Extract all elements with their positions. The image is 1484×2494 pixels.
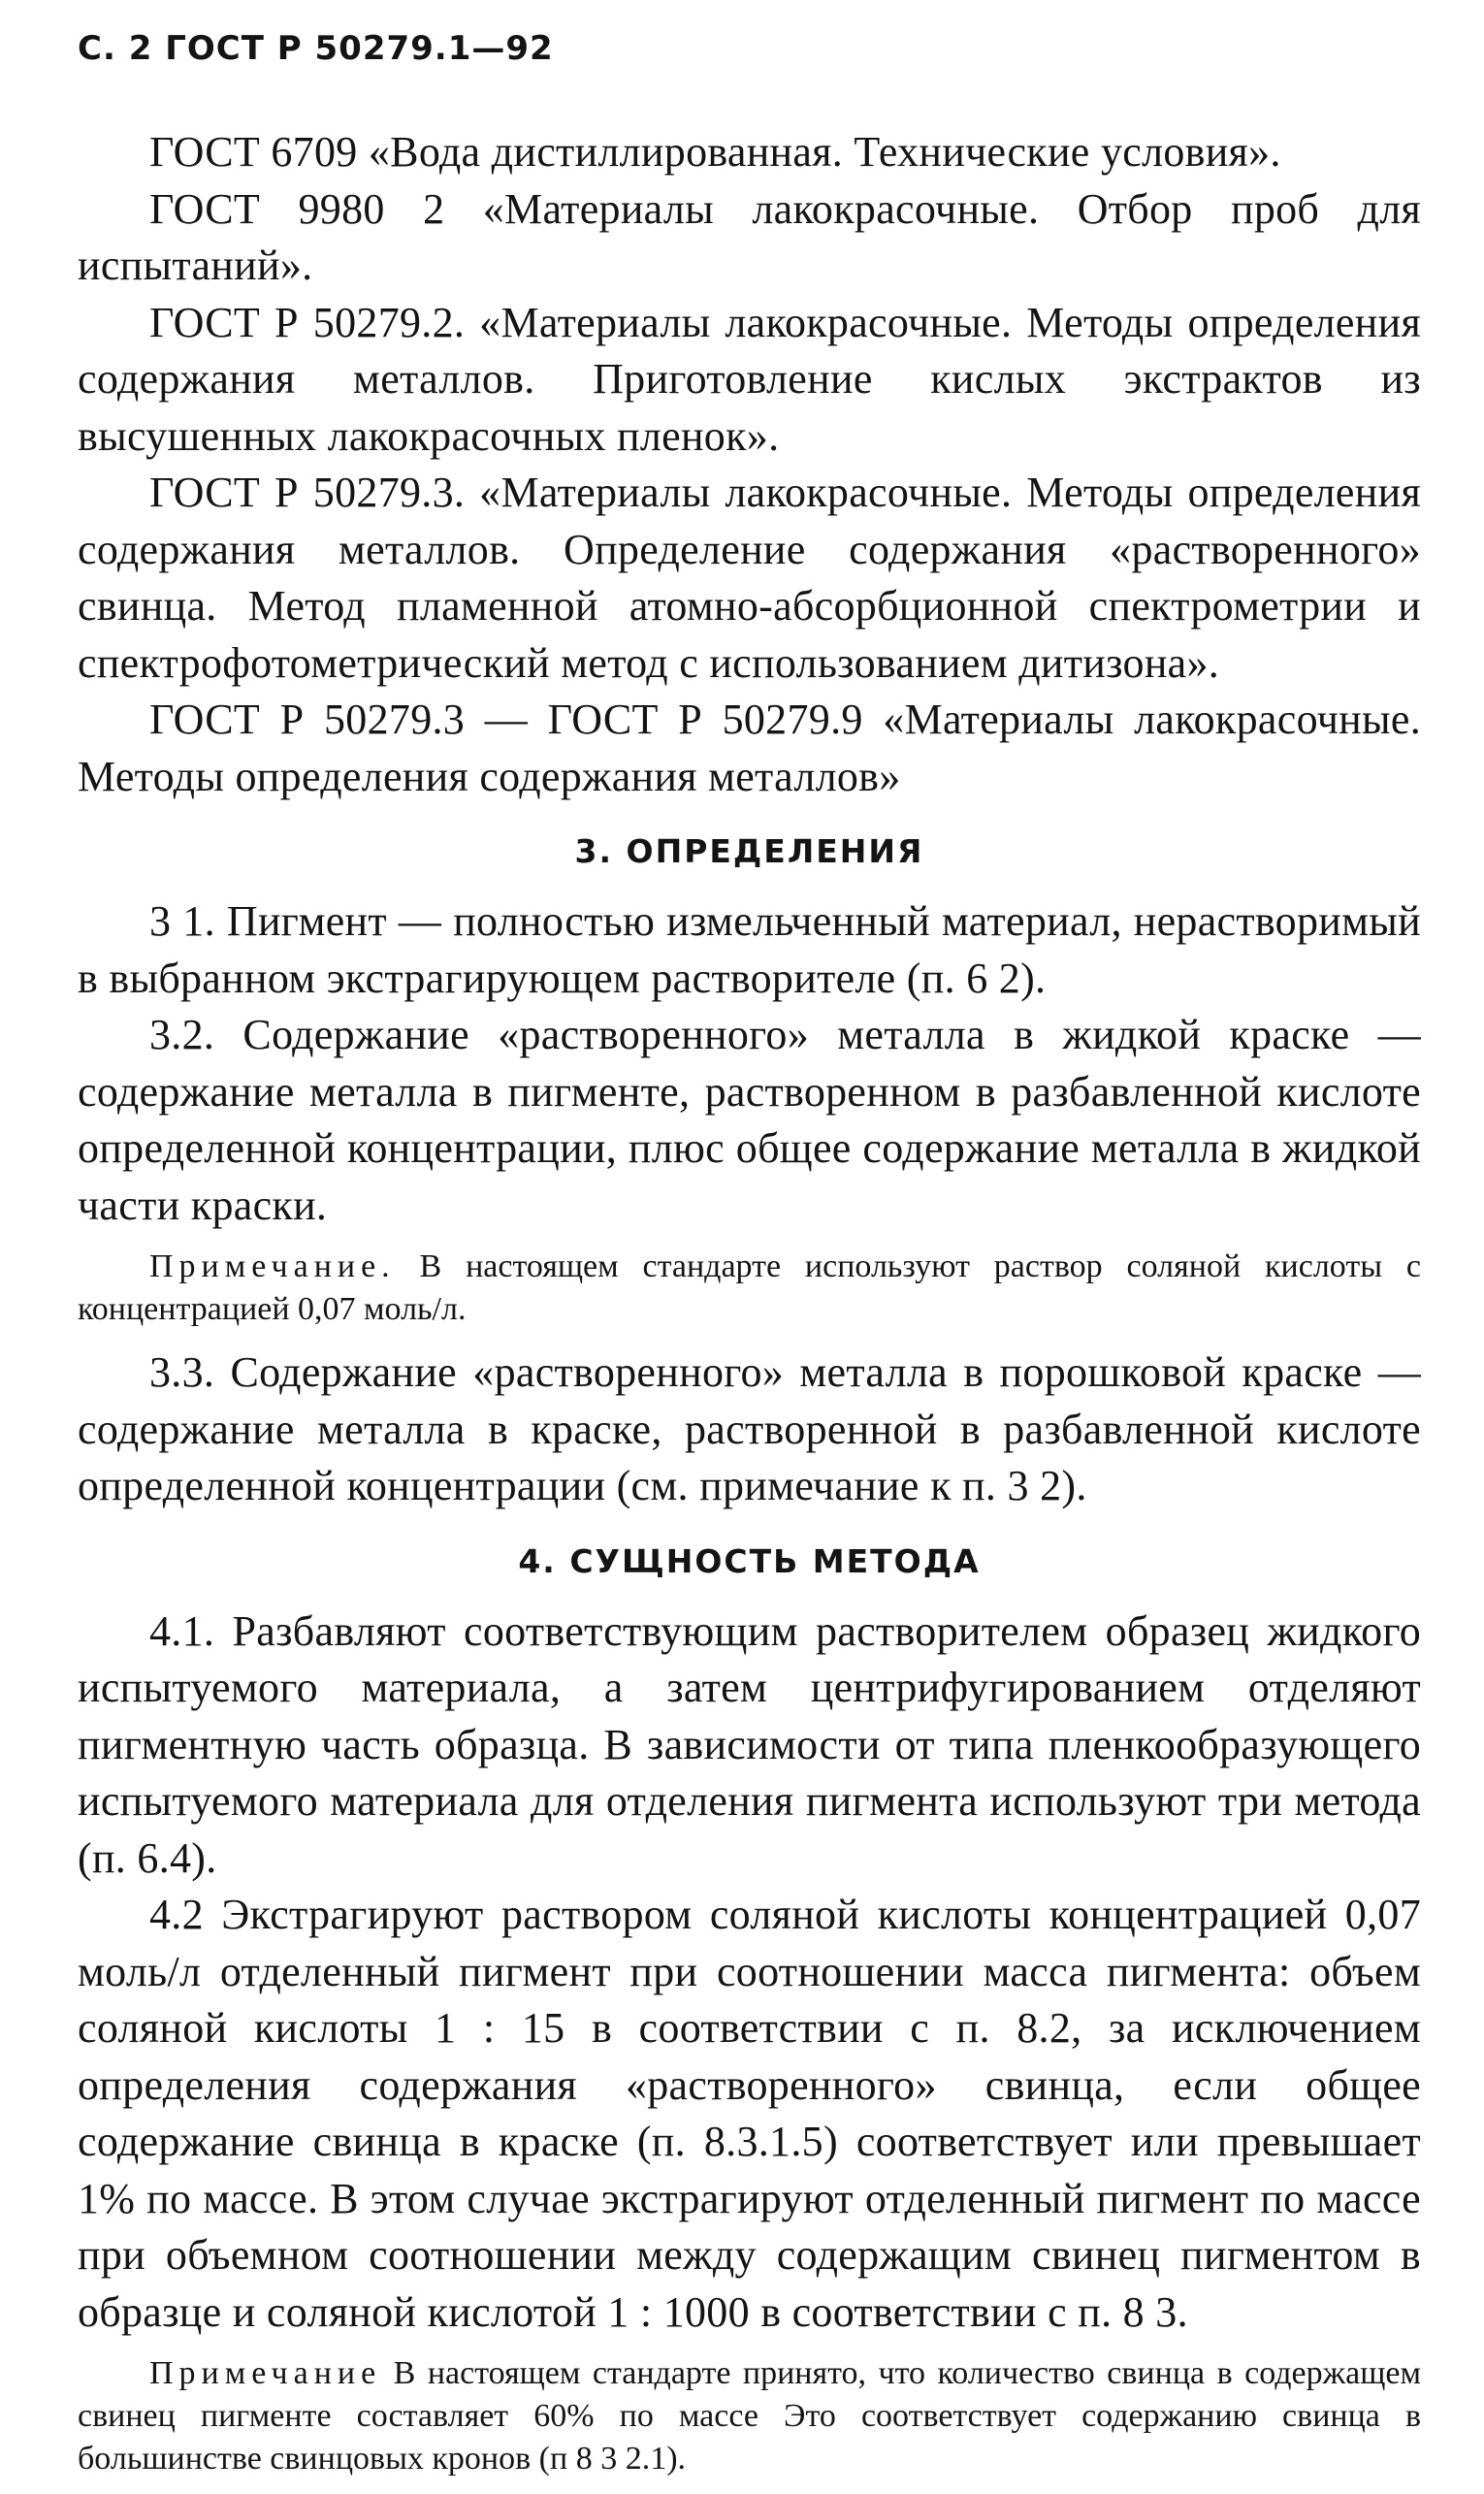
page-header: С. 2 ГОСТ Р 50279.1—92	[78, 29, 554, 68]
clause-3-2: 3.2. Содержание «растворенного» металла в жидкой краске — содержание металла в пигменте, растворенном в разбавленной кислоте определенной концентрации, плюс общее содержание металла в жидкой части краски.	[78, 1011, 1421, 1229]
note-3-2	[78, 1246, 1421, 1331]
clause-3-3: 3.3. Содержание «растворенного» металла в порошковой краске — содержание металла в краске, растворенной в разбавленной кислоте определенной концентрации (см. примечание к п. 3 2).	[78, 1348, 1421, 1509]
clause-4-2: 4.2 Экстрагируют раствором соляной кислоты концентрацией 0,07 моль/л отделенный пигмент при соотношении масса пигмента: объем соляной кислоты 1 : 15 в соответствии с п. 8.2, за исключением определения содержания «растворенного» свинца, если общее содержание свинца в краске (п. 8.3.1.5) соответствует или превышает 1% по массе. В этом случае экстрагируют отделенный пигмент по массе при объемном соотношении между содержащим свинец пигментом в образце и соляной кислотой 1 : 1000 в соответствии с п. 8 3.	[78, 1891, 1421, 2336]
note-text: В настоящем стандарте используют раствор соляной кислоты с концентрацией 0,07 моль/л.	[78, 1248, 1421, 1327]
reference-gost-50279-3: ГОСТ Р 50279.3. «Материалы лакокрасочные. Методы определения содержания металлов. Определение содержания «растворенного» свинца. Метод пламенной атомно-абсорбционной спектрометрии и спектрофотометрический метод с использованием дитизона».	[78, 469, 1421, 687]
clause-4-1: 4.1. Разбавляют соответствующим растворителем образец жидкого испытуемого материала, а затем центрифугированием отделяют пигментную часть образца. В зависимости от типа пленкообразующего испытуемого материала для отделения пигмента используют три метода (п. 6.4).	[78, 1606, 1421, 1882]
note-4-2	[78, 2352, 1421, 2480]
note-text: В настоящем стандарте принято, что количество свинца в содержащем свинец пигменте составляет 60% по массе Это соответствует содержанию свинца в большинстве свинцовых кронов (п 8 3 2.1).	[78, 2355, 1421, 2477]
document-body	[78, 124, 1421, 2494]
section-heading-method: 4. СУЩНОСТЬ МЕТОДА	[518, 1541, 981, 1580]
note-label: Примечание	[149, 2355, 382, 2391]
reference-gost-6709: ГОСТ 6709 «Вода дистиллированная. Технические условия».	[149, 128, 1281, 176]
reference-gost-9980: ГОСТ 9980 2 «Материалы лакокрасочные. Отбор проб для испытаний».	[78, 184, 1421, 289]
section-heading-definitions: 3. ОПРЕДЕЛЕНИЯ	[574, 832, 924, 870]
reference-gost-50279-3-9: ГОСТ Р 50279.3 — ГОСТ Р 50279.9 «Материалы лакокрасочные. Методы определения содержания металлов»	[78, 696, 1421, 800]
clause-3-1: 3 1. Пигмент — полностью измельченный материал, нерастворимый в выбранном экстрагирующем растворителе (п. 6 2).	[78, 897, 1421, 1002]
reference-gost-50279-2: ГОСТ Р 50279.2. «Материалы лакокрасочные. Методы определения содержания металлов. Приготовление кислых экстрактов из высушенных лакокрасочных пленок».	[78, 298, 1421, 460]
note-label: Примечание.	[149, 1248, 396, 1284]
